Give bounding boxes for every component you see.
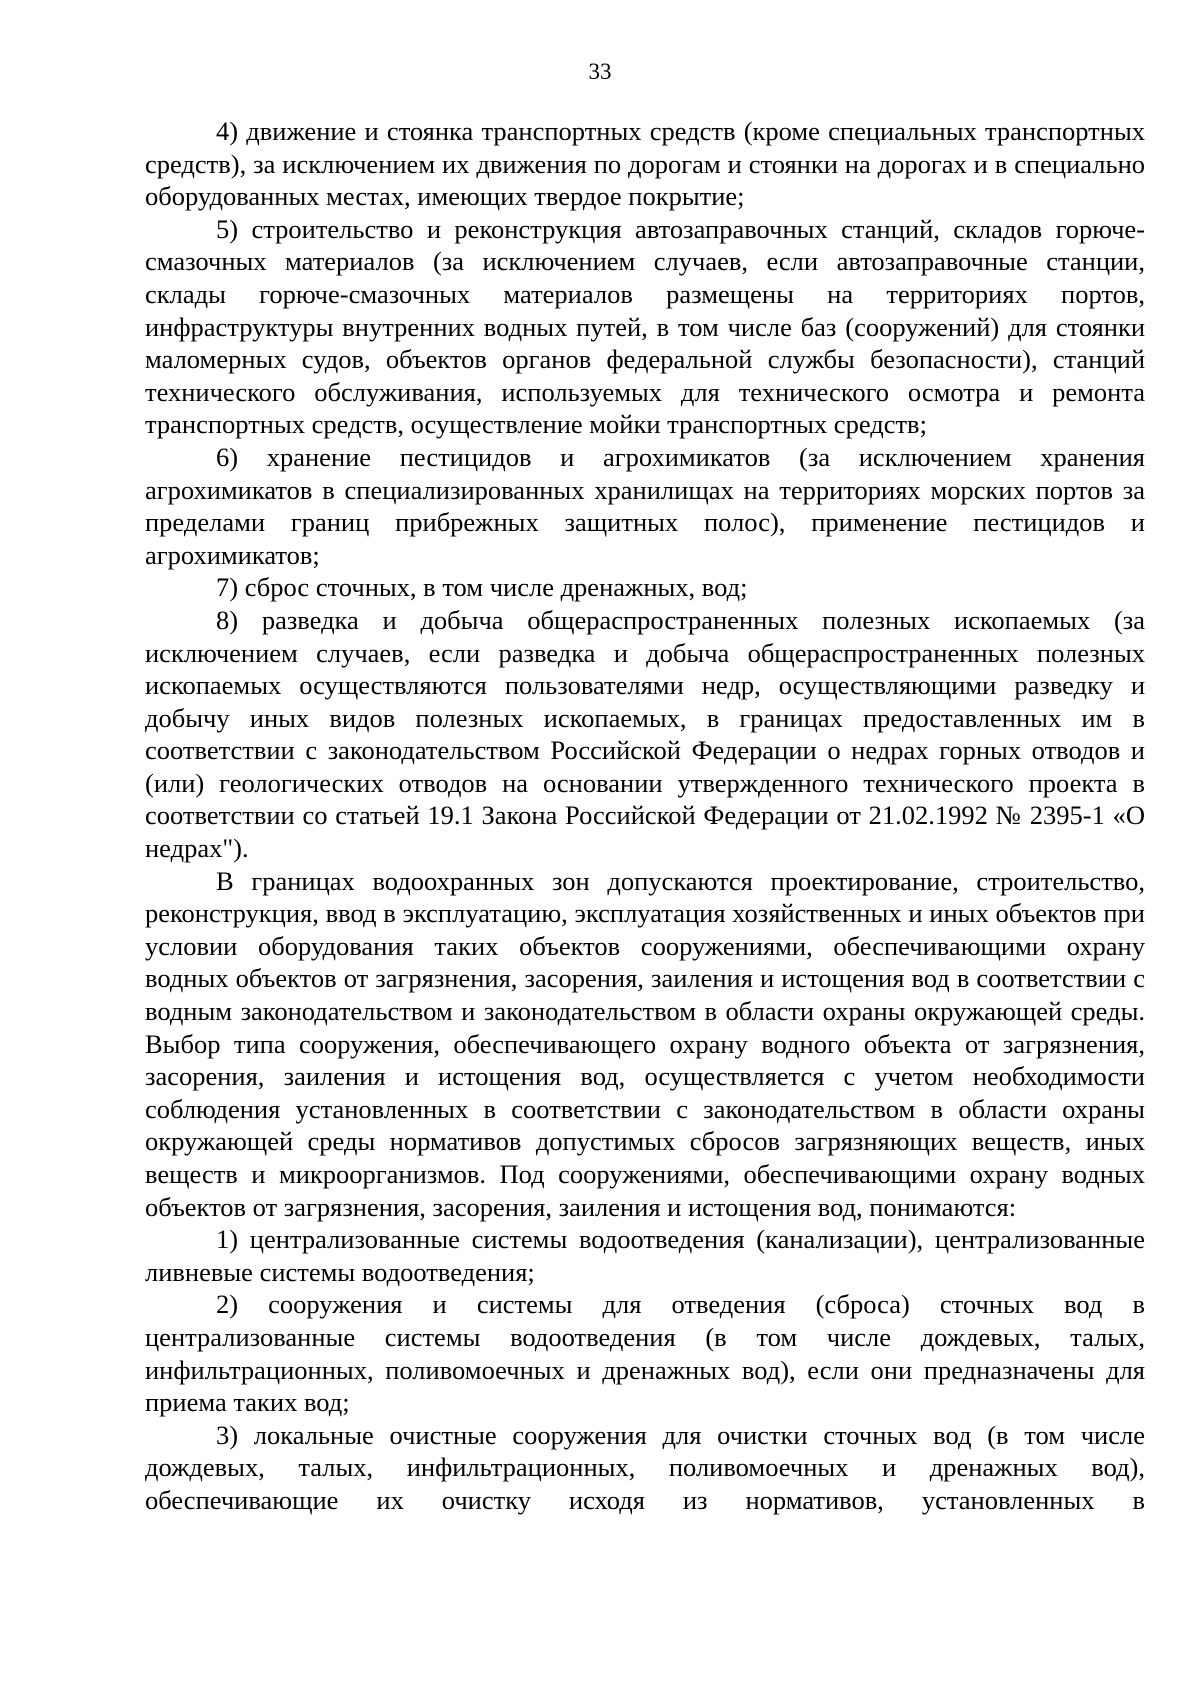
paragraph-item-4: 4) движение и стоянка транспортных средств (кроме специальных транспортных средств), за исключением их движения по дорогам и стоянки на дорогах и в специально оборудованных местах, имеющих твердое покрытие; [145,116,1145,212]
paragraph-structure-2: 2) сооружения и системы для отведения (сброса) сточных вод в централизованные системы водоотведения (в том числе дождевых, талых, инфильтрационных, поливомоечных и дренажных вод), если они предназначены для приема таких вод; [145,1289,1145,1418]
document-body [145,115,1145,1517]
paragraph-water-protection-zones: В границах водоохранных зон допускаются проектирование, строительство, реконструкция, ввод в эксплуатацию, эксплуатация хозяйственных и иных объектов при условии оборудования таких объектов сооружениями, обеспечивающими охрану водных объектов от загрязнения, засорения, заиления и истощения вод в соответствии с водным законодательством и законодательством в области охраны окружающей среды. Выбор типа сооружения, обеспечивающего охрану водного объекта от загрязнения, засорения, заиления и истощения вод, осуществляется с учетом необходимости соблюдения установленных в соответствии с законодательством в области охраны окружающей среды нормативов допустимых сбросов загрязняющих веществ, иных веществ и микроорганизмов. Под сооружениями, обеспечивающими охрану водных объектов от загрязнения, засорения, заиления и истощения вод, понимаются: [145,865,1145,1222]
paragraph-structure-1: 1) централизованные системы водоотведения (канализации), централизованные ливневые системы водоотведения; [145,1224,1145,1287]
page-number: 33 [588,59,612,84]
paragraph-item-5: 5) строительство и реконструкция автозаправочных станций, складов горюче-смазочных материалов (за исключением случаев, если автозаправочные станции, склады горюче-смазочных материалов размещены на территориях портов, инфраструктуры внутренних водных путей, в том числе баз (сооружений) для стоянки маломерных судов, объектов органов федеральной службы безопасности), станций технического обслуживания, используемых для технического осмотра и ремонта транспортных средств, осуществление мойки транспортных средств; [145,213,1145,440]
paragraph-item-8: 8) разведка и добыча общераспространенных полезных ископаемых (за исключением случаев, если разведка и добыча общераспространенных полезных ископаемых осуществляются пользователями недр, осуществляющими разведку и добычу иных видов полезных ископаемых, в границах предоставленных им в соответствии с законодательством Российской Федерации о недрах горных отводов и (или) геологических отводов на основании утвержденного технического проекта в соответствии со статьей 19.1 Закона Российской Федерации от 21.02.1992 № 2395-1 «О недрах"). [145,604,1145,864]
paragraph-structure-3: 3) локальные очистные сооружения для очистки сточных вод (в том числе дождевых, талых, инфильтрационных, поливомоечных и дренажных вод), обеспечивающие их очистку исходя из нормативов, установленных в [145,1419,1145,1515]
paragraph-item-7: 7) сброс сточных, в том числе дренажных, вод; [216,572,748,603]
paragraph-item-6: 6) хранение пестицидов и агрохимикатов (за исключением хранения агрохимикатов в специализированных хранилищах на территориях морских портов за пределами границ прибрежных защитных полос), применение пестицидов и агрохимикатов; [145,441,1145,570]
